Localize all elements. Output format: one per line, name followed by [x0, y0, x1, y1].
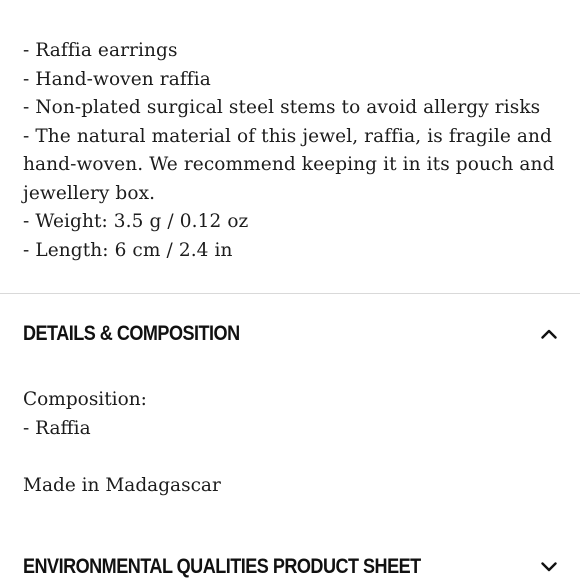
description-line: - Non-plated surgical steel stems to avoid allergy risks	[23, 97, 541, 118]
environmental-sheet-title: ENVIRONMENTAL QUALITIES PRODUCT SHEET	[23, 555, 421, 578]
description-line: hand-woven. We recommend keeping it in its pouch and	[23, 154, 555, 175]
description-line: - Raffia earrings	[23, 40, 178, 61]
environmental-sheet-toggle[interactable]	[23, 550, 558, 580]
section-divider	[0, 293, 580, 294]
details-composition-content	[23, 386, 563, 500]
details-composition-toggle[interactable]	[23, 317, 558, 351]
product-description	[23, 37, 563, 265]
origin-text: Made in Madagascar	[23, 474, 221, 496]
description-line: - Hand-woven raffia	[23, 68, 211, 90]
chevron-up-icon[interactable]	[540, 325, 558, 343]
description-line: jewellery box.	[23, 182, 156, 204]
description-line: - The natural material of this jewel, raffia, is fragile and	[23, 125, 552, 147]
spacer	[23, 443, 563, 472]
composition-item: - Raffia	[23, 417, 91, 439]
details-composition-title: DETAILS & COMPOSITION	[23, 322, 240, 345]
chevron-down-icon[interactable]	[540, 558, 558, 576]
description-line: - Weight: 3.5 g / 0.12 oz	[23, 211, 249, 232]
description-line: - Length: 6 cm / 2.4 in	[23, 239, 233, 261]
composition-label: Composition:	[23, 389, 147, 410]
